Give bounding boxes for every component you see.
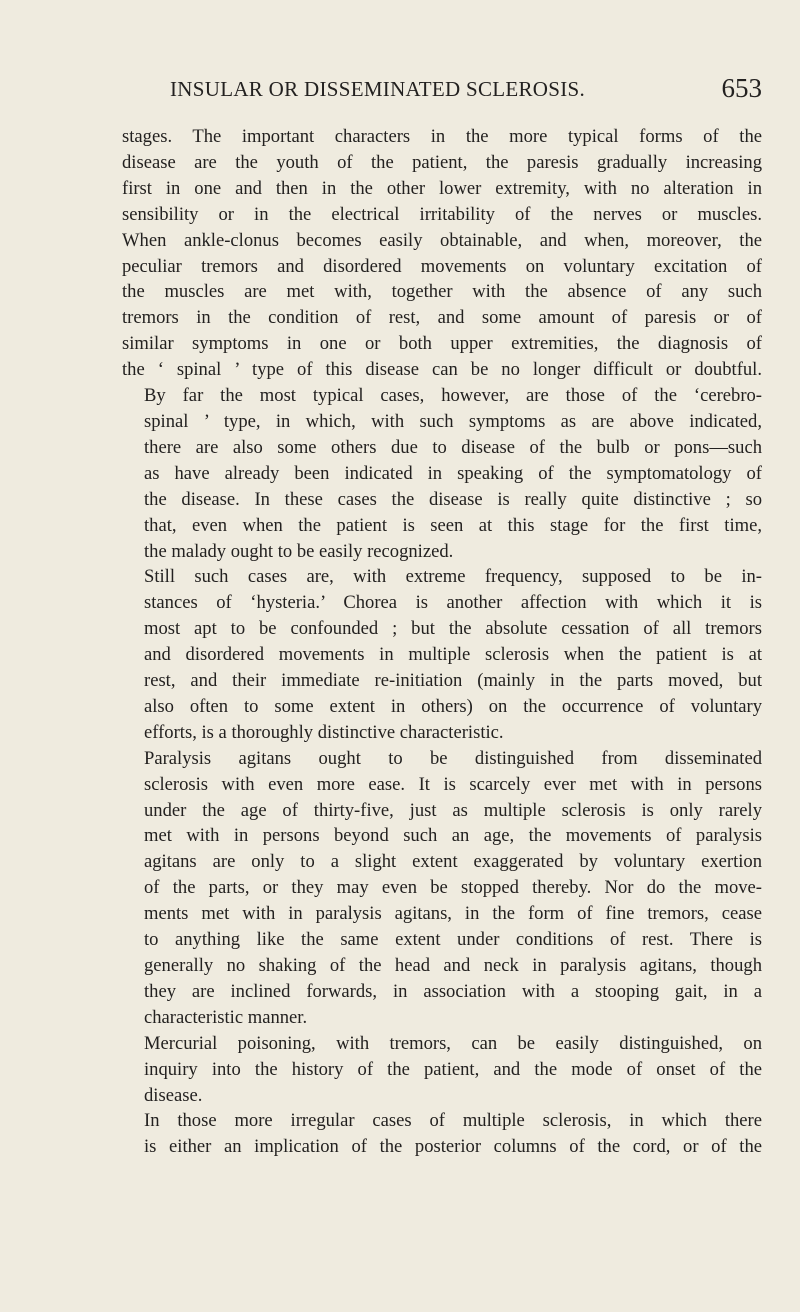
- text-line: disease are the youth of the patient, the paresis gradually increasing: [122, 151, 762, 173]
- text-line: sensibility or in the electrical irritability of the nerves or muscles.: [122, 203, 762, 225]
- text-line: there are also some others due to disease of the bulb or pons—such: [144, 436, 762, 458]
- text-line: Mercurial poisoning, with tremors, can be easily distinguished, on: [144, 1032, 762, 1054]
- text-line: the malady ought to be easily recognized.: [144, 540, 454, 562]
- text-line: peculiar tremors and disordered movements on voluntary excitation of: [122, 255, 762, 277]
- text-line: disease.: [144, 1084, 203, 1106]
- text-line: as have already been indicated in speaking of the symptomatology of: [144, 462, 762, 484]
- body-text: [122, 124, 762, 1160]
- text-line: the ‘ spinal ’ type of this disease can be no longer difficult or doubtful.: [122, 359, 762, 381]
- text-line: to anything like the same extent under conditions of rest. There is: [144, 929, 762, 951]
- text-line: that, even when the patient is seen at this stage for the first time,: [144, 514, 762, 536]
- text-line: spinal ’ type, in which, with such symptoms as are above indicated,: [144, 410, 762, 432]
- text-line: Paralysis agitans ought to be distinguished from disseminated: [144, 747, 762, 769]
- text-line: under the age of thirty-five, just as multiple sclerosis is only rarely: [144, 799, 762, 821]
- text-line: characteristic manner.: [144, 1006, 308, 1028]
- text-line: inquiry into the history of the patient, and the mode of onset of the: [144, 1058, 762, 1080]
- paragraph: [122, 1031, 762, 1109]
- text-line: also often to some extent in others) on the occurrence of voluntary: [144, 695, 762, 717]
- text-line: and disordered movements in multiple sclerosis when the patient is at: [144, 644, 762, 666]
- text-line: stances of ‘hysteria.’ Chorea is another affection with which it is: [144, 592, 762, 614]
- text-line: the disease. In these cases the disease is really quite distinctive ; so: [144, 488, 762, 510]
- text-line: efforts, is a thoroughly distinctive characteristic.: [144, 721, 504, 743]
- text-line: agitans are only to a slight extent exaggerated by voluntary exertion: [144, 851, 762, 873]
- text-line: In those more irregular cases of multiple sclerosis, in which there: [144, 1110, 762, 1132]
- paragraph: [122, 1108, 762, 1160]
- text-line: most apt to be confounded ; but the absolute cessation of all tremors: [144, 618, 762, 640]
- paragraph: [122, 746, 762, 1031]
- text-line: first in one and then in the other lower extremity, with no alteration in: [122, 177, 762, 199]
- text-line: they are inclined forwards, in association with a stooping gait, in a: [144, 980, 762, 1002]
- text-line: met with in persons beyond such an age, the movements of paralysis: [144, 825, 762, 847]
- text-line: stages. The important characters in the more typical forms of the: [122, 126, 762, 147]
- page-header: [122, 73, 762, 113]
- running-title: INSULAR OR DISSEMINATED SCLEROSIS.: [170, 77, 586, 101]
- text-line: generally no shaking of the head and neck in paralysis agitans, though: [144, 955, 762, 976]
- text-line: the muscles are met with, together with the absence of any such: [122, 281, 762, 303]
- paragraph: [122, 564, 762, 745]
- text-line: Still such cases are, with extreme frequency, supposed to be in-: [144, 566, 762, 588]
- paragraph: [122, 383, 762, 564]
- text-line: is either an implication of the posterior columns of the cord, or of the: [144, 1136, 762, 1158]
- text-line: ments met with in paralysis agitans, in the form of fine tremors, cease: [144, 903, 762, 925]
- text-line: similar symptoms in one or both upper extremities, the diagnosis of: [122, 333, 762, 355]
- text-line: sclerosis with even more ease. It is scarcely ever met with in persons: [144, 773, 762, 795]
- page-number: 653: [721, 73, 762, 103]
- paragraph: [122, 124, 762, 383]
- text-line: When ankle-clonus becomes easily obtainable, and when, moreover, the: [122, 229, 762, 251]
- text-line: tremors in the condition of rest, and some amount of paresis or of: [122, 307, 762, 329]
- text-line: of the parts, or they may even be stopped thereby. Nor do the move-: [144, 877, 762, 899]
- text-line: By far the most typical cases, however, are those of the ‘cerebro-: [144, 385, 762, 407]
- text-line: rest, and their immediate re-initiation (mainly in the parts moved, but: [144, 670, 762, 692]
